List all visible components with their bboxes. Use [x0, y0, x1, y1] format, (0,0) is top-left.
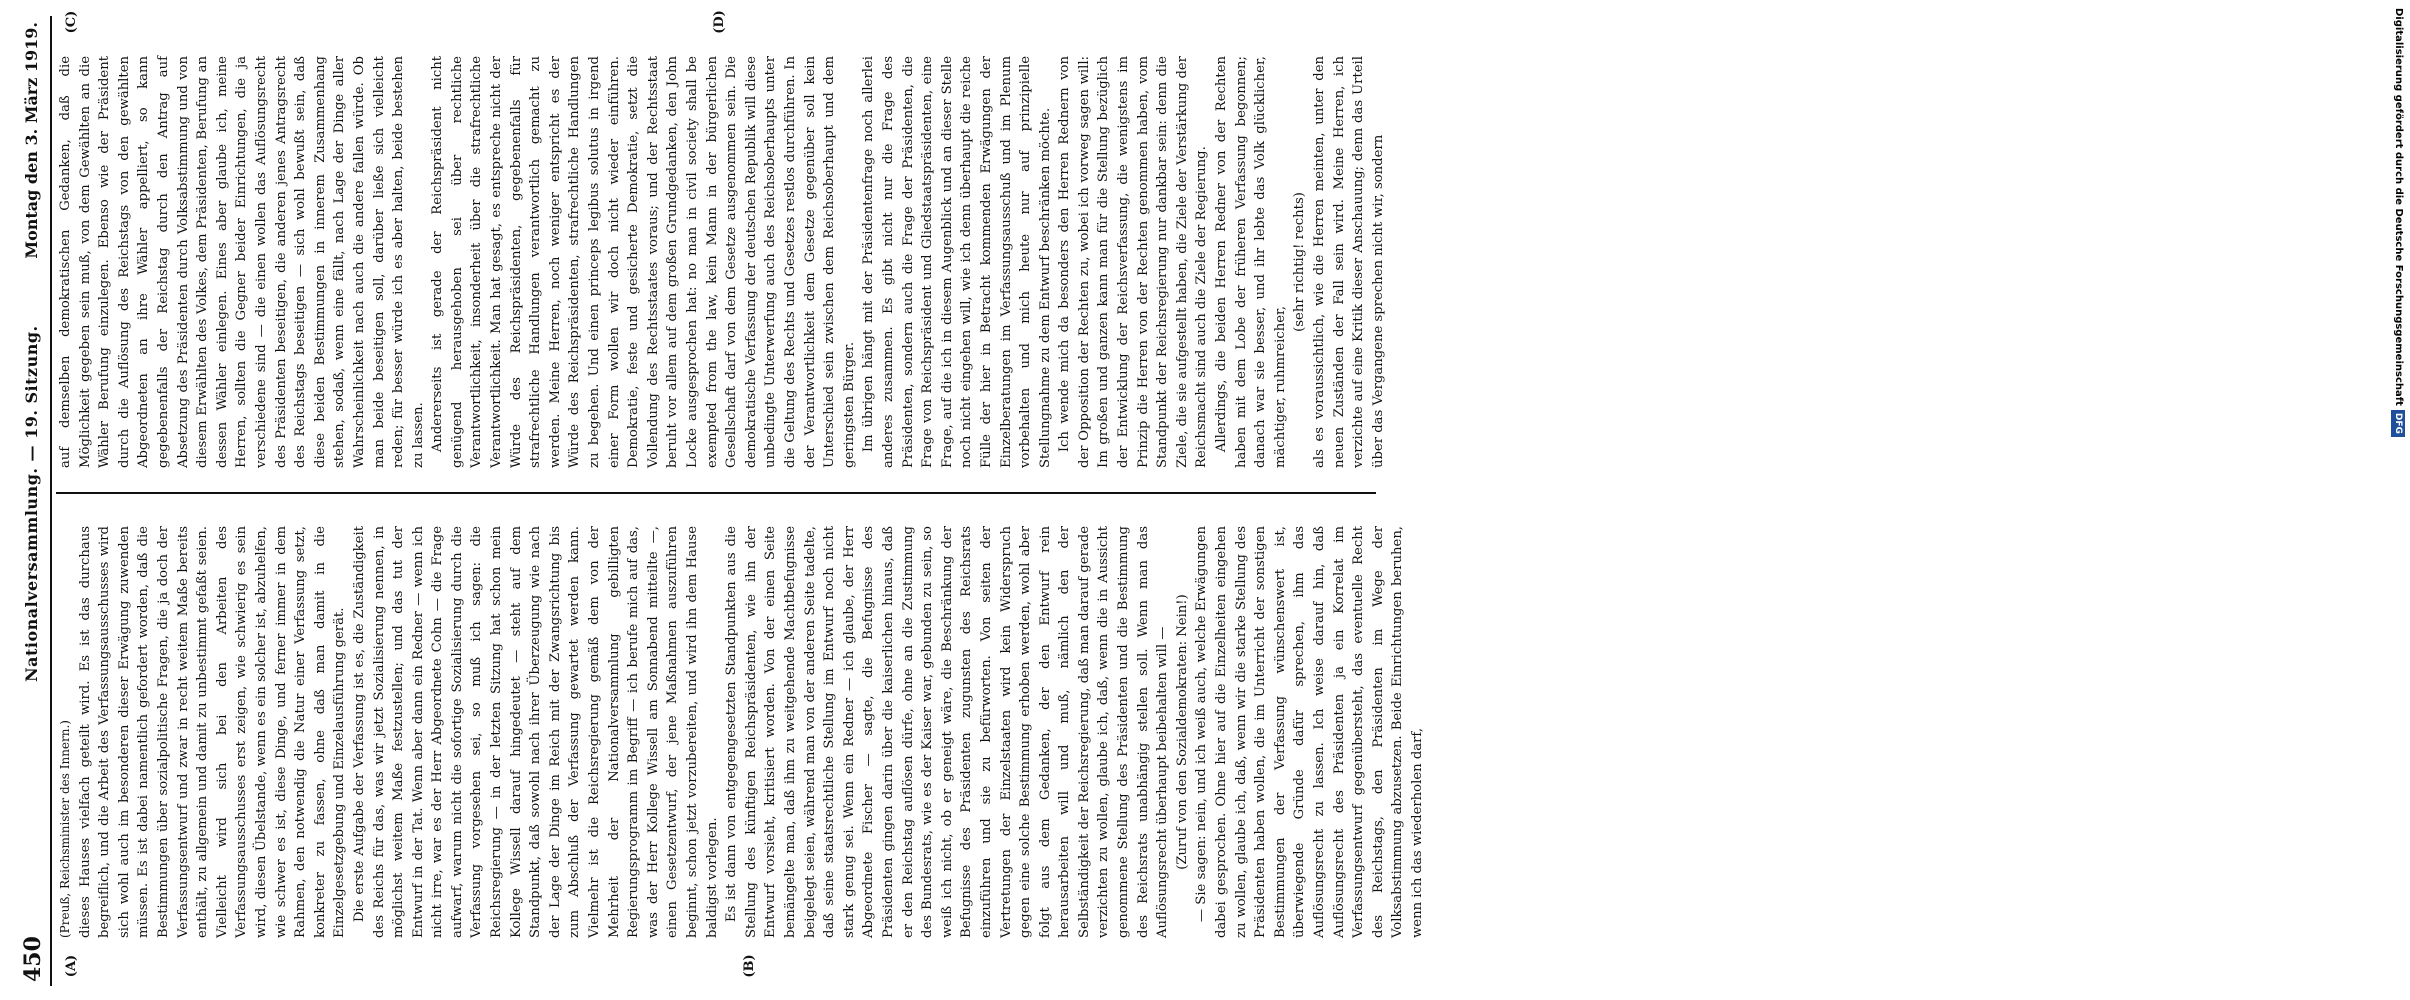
right-paragraph: Allerdings, die beiden Herren Redner von der Rechten haben mit dem Lobe der früheren Verfassung begonnen; danach war sie besser, und ihr lebte das Volk glücklicher, mächtiger, ruhmreicher, — [1214, 56, 1288, 468]
left-paragraph: dieses Hauses vielfach geteilt wird. Es ist das durchaus begreiflich, und die Arbeit des Verfassungsausschusses wird sich wohl auch im besonderen dieser Erwägung zuwenden müssen. Es ist dabei namentlich gefordert worden, daß die Bestimmungen über sozialpolitische Fragen, die ja doch der Verfassungsentwurf und zwar in recht weitem Maße bereits enthält, zu allgemein und damit zu unbestimmt gefaßt seien. Vielleicht wird sich bei den Arbeiten des Verfassungsausschusses erst zeigen, wie schwierig es sein wird, diesen Übelstande, wenn es ein solcher ist, abzuhelfen, wie schwer es ist, diese Dinge, und ferner immer in dem Rahmen, den notwendig die Natur einer Verfassung setzt, konkreter zu fassen, ohne daß man damit in die Einzelgesetzgebung und Einzelausführung gerät. — [77, 526, 348, 938]
margin-marker-b: (B) — [742, 954, 757, 978]
interjection: (Zuruf von den Sozialdemokraten: Nein!) — [1174, 594, 1190, 870]
margin-marker-d: (D) — [712, 10, 727, 34]
margin-marker-a: (A) — [64, 954, 79, 978]
left-paragraph: — Sie sagen: nein, und ich weiß auch, welche Erwägungen dabei gesprochen. Ohne hier auf die Einzelheiten eingehen zu wollen, glaube ich, daß, wenn wir die starke Stellung des Präsidenten haben wollen, die im Unterricht der sonstigen Bestimmungen der Verfassung wünschenswert ist, überwiegende Gründe dafür sprechen, ihm das Auflösungsrecht zu lassen. Ich weise darauf hin, daß Auflösungsrecht des Präsidenten ja ein Korrelat im Verfassungsentwurf gegenübersteht, das eventuelle Recht des Reichstags, den Präsidenten im Wege der Volksabstimmung abzusetzen. Beide Einrichtungen beruhen, wenn ich das wiederholen darf, — [1194, 526, 1425, 938]
document-page — [12, 0, 1425, 1000]
left-paragraph: Die erste Aufgabe der Verfassung ist es, die Zuständigkeit des Reichs für das, was wir jetzt Sozialisierung nennen, in möglichst weitem Maße festzustellen; und das tut der Entwurf in der Tat. Wenn aber dann ein Redner — wenn ich nicht irre, war es der Herr Abgeordnete Cohn — die Frage aufwarf, warum nicht die sofortige Sozialisierung durch die Verfassung vorgesehen sei, so muß ich sagen: die Reichsregierung — in der letzten Sitzung hat schon mein Kollege Wissell darauf hingedeutet — steht auf dem Standpunkt, daß sowohl nach ihrer Überzeugung wie nach der Lage der Dinge im Reich mit der Zwangsrichtung bis zum Abschluß der Verfassung gewartet werden kann. Vielmehr ist die Reichsregierung gemäß dem von der Mehrheit der Nationalversammlung gebilligten Regierungsprogramm im Begriff — ich berufe mich auf das, was der Herr Kollege Wissell am Sonnabend mitteilte —, einen Gesetzentwurf, der jene Maßnahmen auszuführen beginnt, schon jetzt vorzubereiten, und wird ihn dem Hause baldigst vorlegen. — [351, 526, 720, 938]
right-paragraph: Ich wende mich da besonders den Herren Rednern von der Opposition der Rechten zu, wobei ich vorweg sagen will: Im großen und ganzen kann man für die Stellung bezüglich der Entwicklung der Reichsverfassung, die wenigstens im Prinzip die Herren von der Rechten genommen haben, vom Standpunkt der Reichsregierung nur dankbar sein: denn die Ziele, die sie aufgestellt haben, die Ziele der Verstärkung der Reichsmacht sind auch die Ziele der Regierung. — [1057, 56, 1210, 468]
header-date: Montag den 3. März 1919. — [22, 22, 41, 259]
header-title: Nationalversammlung. — 19. Sitzung. — [22, 325, 41, 682]
left-column — [56, 526, 1425, 938]
right-paragraph: auf demselben demokratischen Gedanken, daß die Möglichkeit gegeben sein muß, von dem Gewählten an die Wähler Berufung einzulegen. Ebenso wie der Präsident durch die Auflösung des Reichstags von den gewählten Abgeordneten an ihre Wähler appelliert, so kann gegebenenfalls der Reichstag durch den Antrag auf Absetzung des Präsidenten durch Volksabstimmung und von diesem Erwählten des Volkes, dem Präsidenten, Berufung an dessen Wähler einlegen. Eines aber glaube ich, meine Herren, sollten die Gegner beider Einrichtungen, die ja verschiedene sind — die einen wollen das Auflösungsrecht des Präsidenten beseitigen, die anderen jenes Antragsrecht des Reichstags beseitigen — sich wohl bewußt sein, daß diese beiden Bestimmungen in innerem Zusammenhang stehen, sodaß, wenn eine fällt, nach Lage der Dinge aller Wahrscheinlichkeit nach auch die andere fallen würde. Ob man beide beseitigen soll, darüber ließe sich vielleicht reden; für besser würde ich es aber halten, beide bestehen zu lassen. — [58, 56, 426, 468]
column-divider — [56, 492, 1376, 494]
speaker-line: (Preuß, Reichsminister des Innern.) — [58, 720, 72, 938]
right-column — [56, 56, 1386, 468]
header-rule — [50, 16, 52, 986]
credit-text: Digitalisierung gefördert durch die Deutsche Forschungsgemeinschaft — [2393, 8, 2404, 406]
dfg-logo: DFG — [2391, 410, 2405, 437]
right-paragraph: als es voraussichtlich, wie die Herren meinten, unter den neuen Zuständen der Fall sein wird. Meine Herren, ich verzichte auf eine Kritik dieser Anschauung; denn das Urteil über das Vergangene sprechen nicht wir, sondern — [1312, 56, 1386, 468]
left-paragraph: Es ist dann von entgegengesetzten Standpunkten aus die Stellung des künftigen Reichspräsidenten, wie ihn der Entwurf vorsieht, kritisiert worden. Von der einen Seite bemängelte man, daß ihm zu weitgehende Machtbefugnisse beigelegt seien, während man von der anderen Seite tadelte, daß seine staatsrechtliche Stellung im Entwurf noch nicht stark genug sei. Wenn ein Redner — ich glaube, der Herr Abgeordnete Fischer — sagte, die Befugnisse des Präsidenten gingen darin über die kaiserlichen hinaus, daß er den Reichstag auflösen dürfe, ohne an die Zustimmung des Bundesrats, wie es der Kaiser war, gebunden zu sein, so weiß ich nicht, ob er geneigt wäre, die Beschränkung der Befugnisse des Präsidenten zugunsten des Reichsrats einzuführen und sie zu befürworten. Von seiten der Vertretungen der Einzelstaaten wird kein Widerspruch gegen eine solche Bestimmung erhoben werden, wohl aber folgt aus dem Gedanken, der den Entwurf rein herausarbeiten will und muß, nämlich den der Selbständigkeit der Reichsregierung, daß man darauf gerade verzichten zu wollen, glaube ich, daß, wenn die in Aussicht genommene Stellung des Präsidenten und die Bestimmung des Reichsrats unabhängig stellen soll. Wenn man das Auflösungsrecht überhaupt beibehalten will — — [724, 526, 1171, 938]
funding-credit-text — [2386, 0, 2410, 1000]
page-header — [18, 22, 48, 982]
right-paragraph: Im übrigen hängt mit der Präsidentenfrage noch allerlei anderes zusammen. Es gibt nicht nur die Frage des Präsidenten, sondern auch die Frage der Präsidenten, die Frage von Reichspräsident und Gliedstaatspräsidenten, eine Frage, auf die ich in diesem Augenblick und an dieser Stelle noch nicht eingehen will, wie ich denn überhaupt die reiche Fülle der hier in Betracht kommenden Erwägungen der Einzelberatungen im Verfassungsausschuß und im Plenum vorbehalten und mich heute nur auf prinzipielle Stellungnahme zu dem Entwurf beschränken möchte. — [861, 56, 1053, 468]
right-paragraph: Andererseits ist gerade der Reichspräsident nicht genügend herausgehoben sei über rechtliche Verantwortlichkeit, insonderheit über die strafrechtliche Verantwortlichkeit. Man hat gesagt, es entspreche nicht der Würde des Reichspräsidenten, gegebenenfalls für strafrechtliche Handlungen verantwortlich gemacht zu werden. Meine Herren, noch weniger entspricht es der Würde des Reichspräsidenten, strafrechtliche Handlungen zu begehen. Und einen princeps legibus solutus in irgend einer Form wollen wir doch nicht wieder einführen. Demokratie, feste und gesicherte Demokratie, setzt die Vollendung des Rechtsstaates voraus; und der Rechtsstaat beruht vor allem auf dem großen Grundgedanken, den John Locke ausgesprochen hat: no man in civil society shall be exempted from the law, kein Mann in der bürgerlichen Gesellschaft darf von dem Gesetze ausgenommen sein. Die demokratische Verfassung der deutschen Republik will diese unbedingte Unterwerfung auch des Reichsoberhaupts unter die Geltung des Rechts und Gesetzes restlos durchführen. In der Verantwortlichkeit dem Gesetze gegenüber soll kein Unterschied sein zwischen dem Reichsoberhaupt und dem geringsten Bürger. — [430, 56, 857, 468]
funding-credit — [1410, 0, 2404, 1000]
page-number: 450 — [20, 936, 46, 982]
margin-marker-c: (C) — [64, 10, 79, 34]
interjection: (sehr richtig! rechts) — [1292, 192, 1308, 332]
